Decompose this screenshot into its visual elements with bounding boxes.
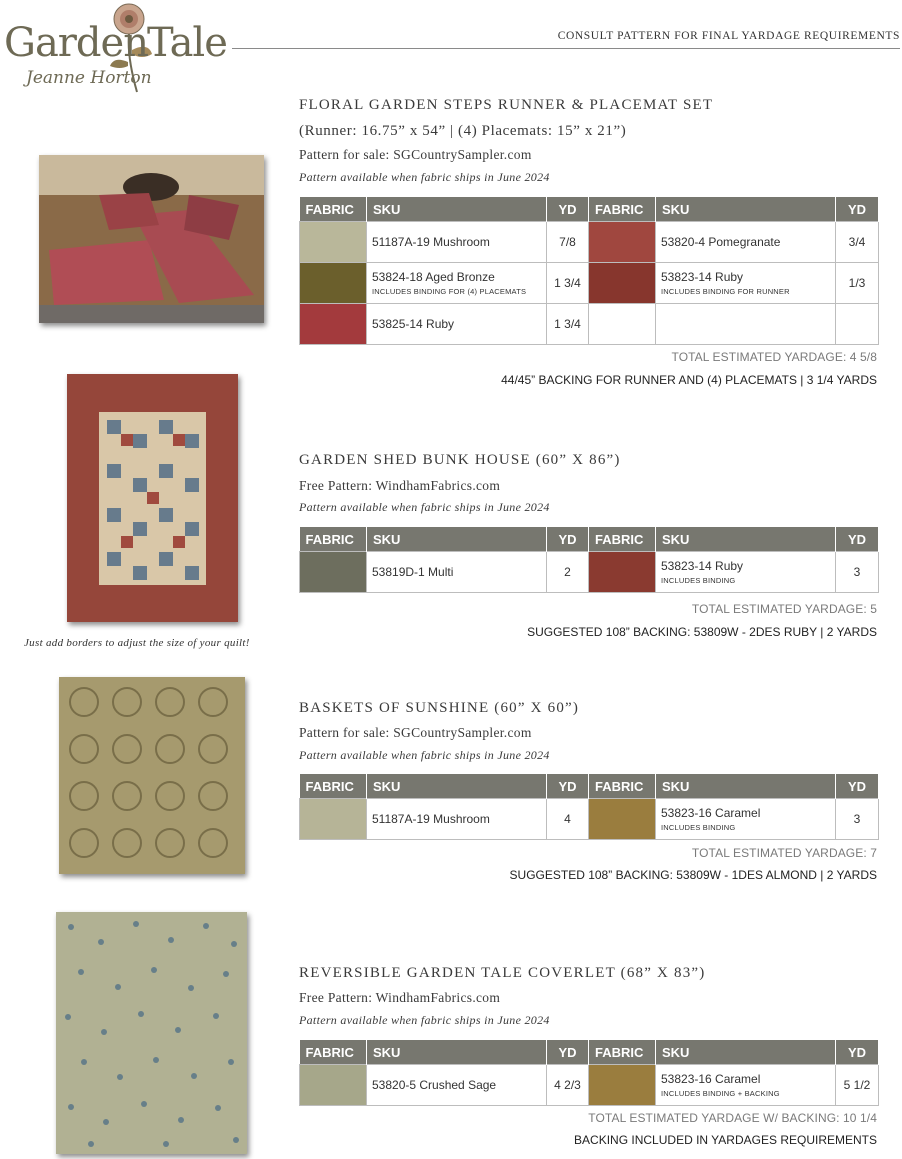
yd-header: YD — [836, 197, 879, 222]
fabric-swatch — [300, 263, 367, 304]
project-title: BASKETS OF SUNSHINE (60” X 60”) — [299, 700, 580, 716]
table-row — [300, 1065, 879, 1106]
project-dimensions: (Runner: 16.75” x 54” | (4) Placemats: 15” x 21”) — [299, 123, 627, 139]
backing-note: SUGGESTED 108” BACKING: 53809W - 2DES RUBY | 2 YARDS — [527, 625, 877, 639]
project-title: GARDEN SHED BUNK HOUSE (60” X 86”) — [299, 452, 621, 468]
table-row — [300, 222, 879, 263]
header-rule — [232, 48, 900, 49]
yd-header: YD — [547, 527, 589, 552]
sku-note: INCLUDES BINDING + BACKING — [661, 1089, 780, 1098]
fabric-header: FABRIC — [300, 527, 367, 552]
fabric-swatch — [589, 222, 656, 263]
sku-cell: 53823-14 Ruby INCLUDES BINDING — [656, 552, 836, 593]
total-yardage: TOTAL ESTIMATED YARDAGE W/ BACKING: 10 1/4 — [588, 1111, 877, 1125]
project-title: REVERSIBLE GARDEN TALE COVERLET (68” X 83”) — [299, 965, 706, 981]
coverlet-quilt-photo — [56, 912, 247, 1154]
sku-header: SKU — [656, 197, 836, 222]
fabric-header: FABRIC — [589, 774, 656, 799]
backing-note: SUGGESTED 108” BACKING: 53809W - 1DES ALMOND | 2 YARDS — [509, 868, 877, 882]
yardage-cell: 4 — [547, 799, 589, 840]
sku-cell: 53823-16 Caramel INCLUDES BINDING + BACKING — [656, 1065, 836, 1106]
sku-note: INCLUDES BINDING — [661, 576, 736, 585]
fabric-swatch — [589, 799, 656, 840]
logo-tale-text: Tale — [147, 20, 227, 66]
backing-note: BACKING INCLUDED IN YARDAGES REQUIREMENTS — [574, 1133, 877, 1147]
fabric-swatch — [589, 552, 656, 593]
empty-cell — [589, 304, 656, 345]
fabric-header: FABRIC — [589, 1040, 656, 1065]
sku-cell: 53823-16 Caramel INCLUDES BINDING — [656, 799, 836, 840]
yd-header: YD — [836, 527, 879, 552]
yardage-cell: 1/3 — [836, 263, 879, 304]
sku-cell: 53824-18 Aged Bronze INCLUDES BINDING FOR (4) PLACEMATS — [367, 263, 547, 304]
yardage-cell: 1 3/4 — [547, 304, 589, 345]
sku-cell: 51187A-19 Mushroom — [367, 222, 547, 263]
table-header-row — [300, 774, 879, 799]
sku-cell: 53823-14 Ruby INCLUDES BINDING FOR RUNNER — [656, 263, 836, 304]
yardage-cell: 1 3/4 — [547, 263, 589, 304]
garden-tale-logo — [4, 2, 230, 98]
sku-header: SKU — [367, 527, 547, 552]
logo-signature: Jeanne Horton — [26, 68, 152, 88]
bunk-house-quilt-photo — [67, 374, 238, 622]
table-row — [300, 552, 879, 593]
empty-cell — [836, 304, 879, 345]
yardage-cell: 3 — [836, 799, 879, 840]
yd-header: YD — [547, 774, 589, 799]
fabric-swatch — [300, 1065, 367, 1106]
pattern-source: Pattern for sale: SGCountrySampler.com — [299, 147, 532, 162]
total-yardage: TOTAL ESTIMATED YARDAGE: 4 5/8 — [671, 350, 877, 364]
sku-header: SKU — [367, 197, 547, 222]
fabric-header: FABRIC — [300, 1040, 367, 1065]
sku-header: SKU — [656, 527, 836, 552]
fabric-swatch — [300, 799, 367, 840]
fabric-swatch — [589, 1065, 656, 1106]
sku-note: INCLUDES BINDING FOR RUNNER — [661, 287, 790, 296]
fabric-table — [299, 197, 879, 345]
table-header-row — [300, 197, 879, 222]
fabric-swatch — [300, 304, 367, 345]
fabric-header: FABRIC — [300, 197, 367, 222]
yd-header: YD — [547, 197, 589, 222]
sku-cell: 53819D-1 Multi — [367, 552, 547, 593]
sku-cell: 51187A-19 Mushroom — [367, 799, 547, 840]
fabric-swatch — [589, 263, 656, 304]
fabric-header: FABRIC — [589, 197, 656, 222]
yardage-cell: 3 — [836, 552, 879, 593]
table-header-row — [300, 527, 879, 552]
pattern-source: Free Pattern: WindhamFabrics.com — [299, 478, 501, 493]
sku-note: INCLUDES BINDING FOR (4) PLACEMATS — [372, 287, 527, 296]
total-yardage: TOTAL ESTIMATED YARDAGE: 5 — [691, 602, 877, 616]
total-yardage: TOTAL ESTIMATED YARDAGE: 7 — [691, 846, 877, 860]
sku-cell: 53820-4 Pomegranate — [656, 222, 836, 263]
yardage-cell: 2 — [547, 552, 589, 593]
sku-header: SKU — [367, 774, 547, 799]
availability-note: Pattern available when fabric ships in June 2024 — [299, 500, 550, 514]
pattern-source: Pattern for sale: SGCountrySampler.com — [299, 725, 532, 740]
sku-header: SKU — [656, 1040, 836, 1065]
sku-cell: 53820-5 Crushed Sage — [367, 1065, 547, 1106]
table-row — [300, 799, 879, 840]
yd-header: YD — [836, 1040, 879, 1065]
sku-header: SKU — [656, 774, 836, 799]
runner-placemat-photo — [39, 155, 264, 323]
fabric-table — [299, 1040, 879, 1106]
table-row — [300, 263, 879, 304]
consult-notice: CONSULT PATTERN FOR FINAL YARDAGE REQUIREMENTS — [557, 30, 900, 42]
fabric-swatch — [300, 552, 367, 593]
availability-note: Pattern available when fabric ships in June 2024 — [299, 170, 550, 184]
yardage-cell: 4 2/3 — [547, 1065, 589, 1106]
table-row — [300, 304, 879, 345]
yd-header: YD — [547, 1040, 589, 1065]
empty-cell — [656, 304, 836, 345]
fabric-table — [299, 774, 879, 840]
table-header-row — [300, 1040, 879, 1065]
sku-header: SKU — [367, 1040, 547, 1065]
logo-garden-text: Garden — [4, 20, 148, 66]
availability-note: Pattern available when fabric ships in June 2024 — [299, 1013, 550, 1027]
fabric-header: FABRIC — [589, 527, 656, 552]
fabric-swatch — [300, 222, 367, 263]
fabric-header: FABRIC — [300, 774, 367, 799]
yardage-cell: 7/8 — [547, 222, 589, 263]
yd-header: YD — [836, 774, 879, 799]
availability-note: Pattern available when fabric ships in June 2024 — [299, 748, 550, 762]
pattern-source: Free Pattern: WindhamFabrics.com — [299, 990, 501, 1005]
baskets-quilt-photo — [59, 677, 245, 874]
project-title: FLORAL GARDEN STEPS RUNNER & PLACEMAT SET — [299, 97, 714, 113]
yardage-cell: 3/4 — [836, 222, 879, 263]
backing-note: 44/45” BACKING FOR RUNNER AND (4) PLACEMATS | 3 1/4 YARDS — [501, 373, 877, 387]
border-tip: Just add borders to adjust the size of your quilt! — [24, 637, 250, 649]
sku-cell: 53825-14 Ruby — [367, 304, 547, 345]
fabric-table — [299, 527, 879, 593]
yardage-cell: 5 1/2 — [836, 1065, 879, 1106]
sku-note: INCLUDES BINDING — [661, 823, 736, 832]
